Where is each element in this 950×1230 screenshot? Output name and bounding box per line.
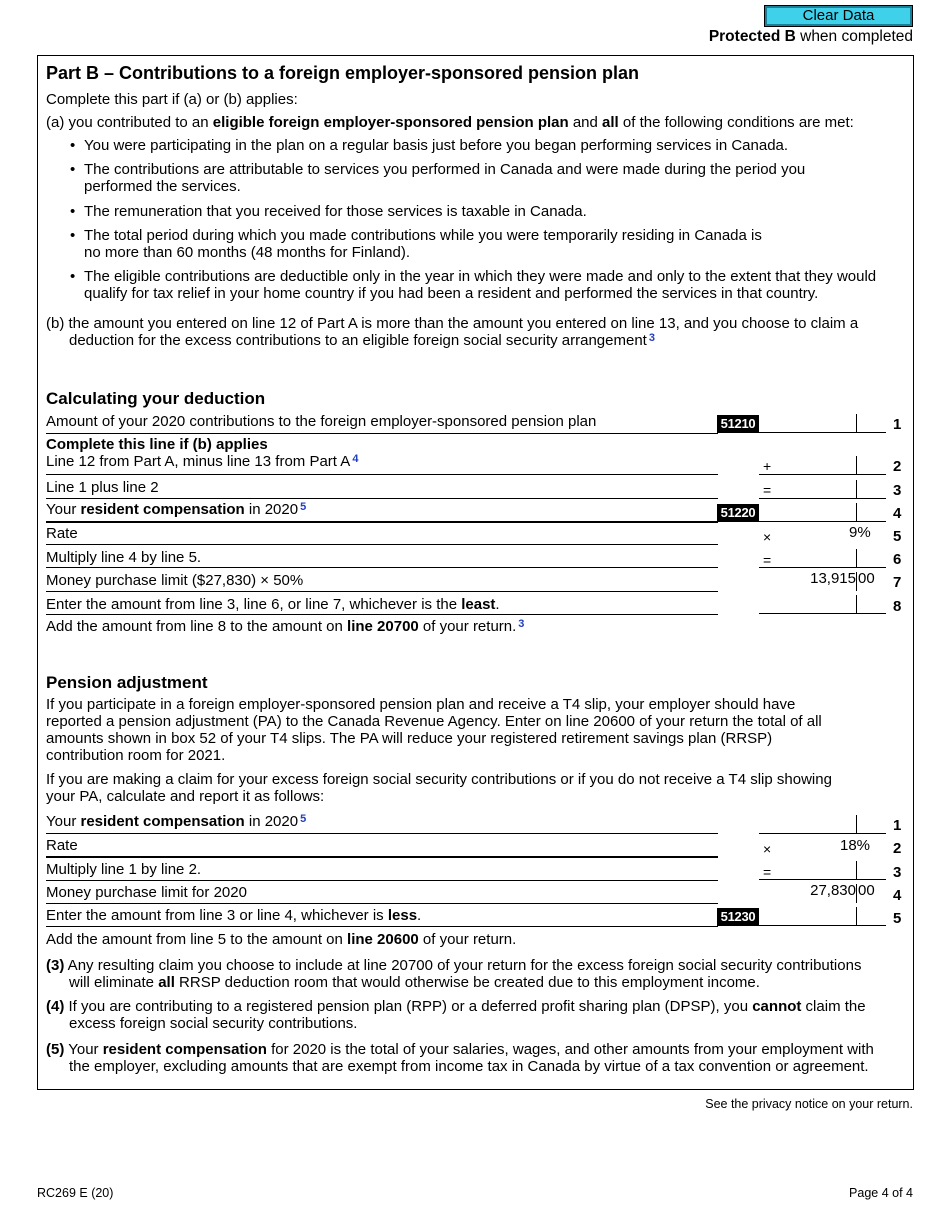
note-5-number: (5) xyxy=(46,1041,65,1058)
divider xyxy=(46,856,718,858)
condition-a-mid: and xyxy=(568,114,603,131)
field-code-51220: 51220 xyxy=(717,504,759,522)
divider xyxy=(46,498,718,499)
pension-line1-year: in 2020 xyxy=(244,813,299,830)
bullet-2-dot: • xyxy=(70,161,76,178)
privacy-notice: See the privacy notice on your return. xyxy=(705,1097,913,1111)
cents-value: 00 xyxy=(858,882,875,899)
note-3-text-a: will eliminate xyxy=(69,974,159,991)
pension-line4-label: Money purchase limit for 2020 xyxy=(46,884,247,901)
divider xyxy=(46,433,718,434)
cents-value: 00 xyxy=(858,570,875,587)
pension-line5-period: . xyxy=(417,907,422,924)
condition-a-bold-plan: eligible foreign employer-sponsored pension plan xyxy=(212,114,569,131)
deduction-line1-label: Amount of your 2020 contributions to the foreign employer-sponsored pension plan xyxy=(46,413,597,430)
note-5-text-a: Your xyxy=(64,1041,103,1058)
line-number: 7 xyxy=(893,574,902,591)
line-number: 2 xyxy=(893,458,902,475)
pension-add-text: Add the amount from line 5 to the amount on xyxy=(46,931,348,948)
deduction-line1-input[interactable] xyxy=(759,411,886,433)
note-5-text-c: for 2020 is the total of your salaries, wages, and other amounts from your employment with xyxy=(266,1041,874,1058)
bullet-4-dot: • xyxy=(70,227,76,244)
divider xyxy=(46,544,718,545)
bullet-2-text: The contributions are attributable to services you performed in Canada and were made during the period you xyxy=(84,161,806,178)
bullet-3-dot: • xyxy=(70,203,76,220)
condition-b-line2 xyxy=(69,332,655,349)
pension-line1-bold: resident compensation xyxy=(80,813,245,830)
deduction-line8-input[interactable] xyxy=(759,592,886,614)
field-code-51230: 51230 xyxy=(717,908,759,926)
cents-separator xyxy=(856,595,857,614)
note-4-number: (4) xyxy=(46,998,65,1015)
note-5-bold: resident compensation xyxy=(102,1041,267,1058)
cents-separator xyxy=(856,572,857,591)
condition-a-bold-all: all xyxy=(602,114,619,131)
deduction-line8-period: . xyxy=(495,596,500,613)
line-number: 5 xyxy=(893,910,902,927)
equals-operator: = xyxy=(763,482,772,498)
deduction-line2-heading: Complete this line if (b) applies xyxy=(46,436,268,453)
pension-line3-label: Multiply line 1 by line 2. xyxy=(46,861,202,878)
times-operator: × xyxy=(763,529,772,545)
deduction-line2-input[interactable] xyxy=(759,453,886,475)
pension-line1-your: Your xyxy=(46,813,81,830)
pension-money-purchase-limit xyxy=(759,881,886,903)
bullet-4-text-cont: no more than 60 months (48 months for Finland). xyxy=(84,244,411,261)
deduction-line3-input[interactable] xyxy=(759,477,886,499)
bullet-1-dot: • xyxy=(70,137,76,154)
line-number: 3 xyxy=(893,482,902,499)
bullet-5-text: The eligible contributions are deductible only in the year in which they were made and only to the extent that they would xyxy=(84,268,877,285)
divider xyxy=(46,591,718,592)
deduction-line4-year: in 2020 xyxy=(244,501,299,518)
condition-b-line1: (b) the amount you entered on line 12 of Part A is more than the amount you entered on line 13, and you choose to claim a xyxy=(46,315,859,332)
bullet-3-text: The remuneration that you received for those services is taxable in Canada. xyxy=(84,203,587,220)
deduction-add-text: Add the amount from line 8 to the amount on xyxy=(46,618,348,635)
deduction-line4-input[interactable] xyxy=(759,500,886,522)
deduction-section-title: Calculating your deduction xyxy=(46,389,266,408)
pension-line5-bold: less xyxy=(387,907,418,924)
note-4-text-c: claim the xyxy=(801,998,866,1015)
pension-para1-line1: If you participate in a foreign employer-sponsored pension plan and receive a T4 slip, your employer should have xyxy=(46,696,796,713)
note-4-line1 xyxy=(46,998,866,1015)
field-code-51210: 51210 xyxy=(717,415,759,433)
line-number: 4 xyxy=(893,887,902,904)
bullet-5-dot: • xyxy=(70,268,76,285)
deduction-line2-text: Line 12 from Part A, minus line 13 from Part A xyxy=(46,453,351,470)
note-5-line1 xyxy=(46,1041,874,1058)
pension-line5-label xyxy=(46,907,421,924)
bullet-2-text-cont: performed the services. xyxy=(84,178,241,195)
pension-line3-input[interactable] xyxy=(759,858,886,880)
protected-b-suffix: when completed xyxy=(795,28,913,45)
cents-separator xyxy=(856,907,857,926)
pension-line2-label: Rate xyxy=(46,837,78,854)
pension-para1-line3: amounts shown in box 52 of your T4 slips. The PA will reduce your registered retirement savings plan (RRSP) xyxy=(46,730,773,747)
deduction-line4-label xyxy=(46,501,306,518)
page-number: Page 4 of 4 xyxy=(849,1186,913,1200)
line-number: 5 xyxy=(893,528,902,545)
cents-separator xyxy=(856,815,857,834)
note-3-bold: all xyxy=(158,974,175,991)
cents-separator xyxy=(856,503,857,522)
deduction-line3-label: Line 1 plus line 2 xyxy=(46,479,159,496)
pension-para2-line2: your PA, calculate and report it as follows: xyxy=(46,788,325,805)
cents-separator xyxy=(856,414,857,433)
cents-separator xyxy=(856,549,857,568)
note-4-line2: excess foreign social security contributions. xyxy=(69,1015,358,1032)
form-identifier: RC269 E (20) xyxy=(37,1186,114,1200)
money-purchase-limit-value xyxy=(759,569,886,591)
footnote-ref-5[interactable]: 5 xyxy=(300,501,307,513)
pension-para1-line4: contribution room for 2021. xyxy=(46,747,226,764)
dollars-value: 13,915 xyxy=(810,570,856,587)
cents-separator xyxy=(856,884,857,903)
dollars-value: 27,830 xyxy=(810,882,856,899)
deduction-line8-label xyxy=(46,596,500,613)
pension-add-suffix: of your return. xyxy=(418,931,517,948)
note-3-line1 xyxy=(46,957,861,974)
cents-separator xyxy=(856,456,857,475)
pension-line1-input[interactable] xyxy=(759,812,886,834)
condition-a xyxy=(46,114,854,131)
deduction-line7-label: Money purchase limit ($27,830) × 50% xyxy=(46,572,304,589)
deduction-add-line-ref: line 20700 xyxy=(347,618,419,635)
pension-line5-text: Enter the amount from line 3 or line 4, whichever is xyxy=(46,907,388,924)
cents-separator xyxy=(856,480,857,499)
note-5-line2: the employer, excluding amounts that are exempt from income tax in Canada by virtue of a tax convention or agreement. xyxy=(69,1058,869,1075)
note-4-text-a: If you are contributing to a registered pension plan (RPP) or a deferred profit sharing plan (DPSP), you xyxy=(64,998,753,1015)
divider xyxy=(46,880,718,881)
condition-a-prefix: (a) you contributed to an xyxy=(46,114,213,131)
condition-b-text: deduction for the excess contributions to an eligible foreign social security arrangement xyxy=(69,332,647,349)
footnote-ref-4[interactable]: 4 xyxy=(352,453,359,465)
equals-operator: = xyxy=(763,552,772,568)
note-3-text: Any resulting claim you choose to include at line 20700 of your return for the excess foreign social security contributions xyxy=(64,957,862,974)
pension-line1-label xyxy=(46,813,306,830)
note-3-number: (3) xyxy=(46,957,65,974)
part-b-intro: Complete this part if (a) or (b) applies: xyxy=(46,91,298,108)
protected-b-notice xyxy=(709,28,913,46)
deduction-line4-your: Your xyxy=(46,501,81,518)
times-operator: × xyxy=(763,841,772,857)
deduction-add-suffix: of your return. xyxy=(418,618,517,635)
deduction-line6-input[interactable] xyxy=(759,546,886,568)
note-3-line2 xyxy=(69,974,760,991)
deduction-line4-bold: resident compensation xyxy=(80,501,245,518)
note-4-bold: cannot xyxy=(752,998,802,1015)
line-number: 1 xyxy=(893,416,902,433)
deduction-line2-label xyxy=(46,453,358,470)
divider xyxy=(46,474,718,475)
line-number: 6 xyxy=(893,551,902,568)
divider xyxy=(46,926,718,927)
pension-add-line-ref: line 20600 xyxy=(347,931,419,948)
divider xyxy=(46,614,718,615)
pension-rate-value: 18% xyxy=(840,837,871,854)
cents-separator xyxy=(856,861,857,880)
plus-operator: + xyxy=(763,458,772,474)
divider xyxy=(46,903,718,904)
pension-add-instruction xyxy=(46,931,516,948)
line-number: 4 xyxy=(893,505,902,522)
bullet-4-text: The total period during which you made contributions while you were temporarily residing in Canada is xyxy=(84,227,762,244)
deduction-rate-value: 9% xyxy=(849,524,871,541)
pension-line5-input[interactable] xyxy=(759,904,886,926)
bullet-5-text-cont: qualify for tax relief in your home country if you had been a resident and performed the services in that country. xyxy=(84,285,819,302)
deduction-add-instruction xyxy=(46,618,524,635)
part-b-title: Part B – Contributions to a foreign employer-sponsored pension plan xyxy=(46,63,640,83)
deduction-line6-label: Multiply line 4 by line 5. xyxy=(46,549,202,566)
line-number: 8 xyxy=(893,598,902,615)
divider xyxy=(46,567,718,568)
pension-para1-line2: reported a pension adjustment (PA) to the Canada Revenue Agency. Enter on line 20600 of your return the total of all xyxy=(46,713,822,730)
line-number: 1 xyxy=(893,817,902,834)
deduction-line8-bold: least xyxy=(461,596,496,613)
footnote-ref-3[interactable]: 3 xyxy=(518,618,525,630)
pension-section-title: Pension adjustment xyxy=(46,673,208,692)
divider xyxy=(46,521,718,523)
clear-data-button[interactable]: Clear Data xyxy=(764,5,913,27)
footnote-ref-3[interactable]: 3 xyxy=(648,332,655,344)
deduction-line5-label: Rate xyxy=(46,525,78,542)
condition-a-suffix: of the following conditions are met: xyxy=(618,114,854,131)
pension-para2-line1: If you are making a claim for your excess foreign social security contributions or if you do not receive a T4 slip showing xyxy=(46,771,832,788)
note-3-text-c: RRSP deduction room that would otherwise be created due to this employment income. xyxy=(174,974,760,991)
protected-b-label: Protected B xyxy=(708,28,796,45)
footnote-ref-5[interactable]: 5 xyxy=(300,813,307,825)
deduction-line8-text: Enter the amount from line 3, line 6, or line 7, whichever is the xyxy=(46,596,462,613)
line-number: 3 xyxy=(893,864,902,881)
divider xyxy=(46,833,718,834)
line-number: 2 xyxy=(893,840,902,857)
equals-operator: = xyxy=(763,864,772,880)
bullet-1-text: You were participating in the plan on a regular basis just before you began performing services in Canada. xyxy=(84,137,789,154)
